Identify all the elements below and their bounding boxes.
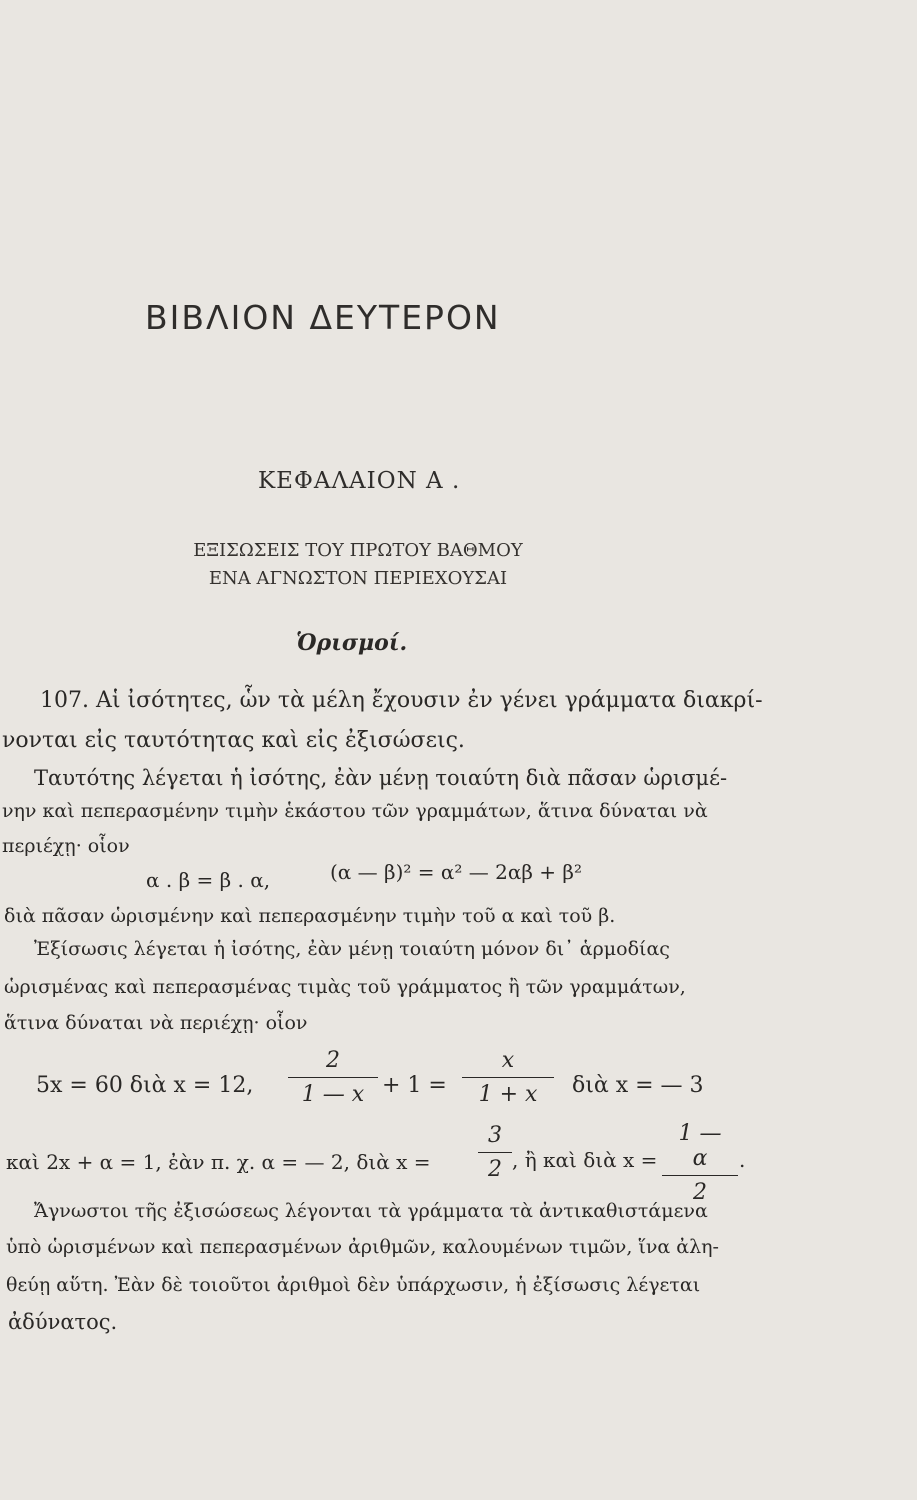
paragraph-2-line-1: Ταυτότης λέγεται ἡ ἰσότης, ἐὰν μένῃ τοιαύτη διὰ πᾶσαν ὡρισμέ- <box>34 766 728 790</box>
chapter-heading: ΚΕΦΑΛΑΙΟΝ Α . <box>258 468 461 494</box>
example-equation-2-middle: + 1 = <box>382 1073 447 1098</box>
example-equation-3a: καὶ 2x + α = 1, ἐὰν π. χ. α = — 2, διὰ x = <box>6 1150 431 1174</box>
fraction-one-minus-alpha-numerator: 1 — α <box>662 1121 738 1176</box>
paragraph-5-line-1: Ἄγνωστοι τῆς ἐξισώσεως λέγονται τὰ γράμματα τὰ ἀντικαθιστάμενα <box>34 1200 708 1222</box>
example-equation-3b: , ἢ καὶ διὰ x = <box>512 1148 658 1172</box>
paragraph-3-line-1: διὰ πᾶσαν ὡρισμένην καὶ πεπερασμένην τιμὴν τοῦ α καὶ τοῦ β. <box>4 905 616 927</box>
fraction-three-halves-numerator: 3 <box>478 1123 512 1153</box>
fraction-left <box>288 1048 378 1107</box>
fraction-right <box>462 1048 554 1107</box>
paragraph-2-line-2: νην καὶ πεπερασμένην τιμὴν ἑκάστου τῶν γραμμάτων, ἅτινα δύναται νὰ <box>2 800 708 822</box>
paragraph-1-line-2: νονται εἰς ταυτότητας καὶ εἰς ἐξισώσεις. <box>2 728 465 753</box>
section-heading: Ὁρισμοί. <box>296 630 408 656</box>
fraction-one-minus-alpha <box>662 1121 738 1205</box>
example-equation-3-end: . <box>739 1148 746 1172</box>
fraction-right-numerator: x <box>462 1048 554 1078</box>
paragraph-5-line-4: ἀδύνατος. <box>8 1310 118 1334</box>
paragraph-4-line-3: ἅτινα δύναται νὰ περιέχῃ· οἷον <box>4 1012 308 1034</box>
paragraph-5-line-3: θεύῃ αὕτη. Ἐὰν δὲ τοιοῦτοι ἀριθμοὶ δὲν ὑπάρχωσιν, ἡ ἐξίσωσις λέγεται <box>6 1274 701 1296</box>
subtitle-line-2: ΕΝΑ ΑΓΝΩΣΤΟΝ ΠΕΡΙΕΧΟΥΣΑΙ <box>208 568 508 589</box>
paragraph-4-line-2: ὡρισμένας καὶ πεπερασμένας τιμὰς τοῦ γράμματος ἢ τῶν γραμμάτων, <box>4 976 686 998</box>
fraction-left-numerator: 2 <box>288 1048 378 1078</box>
paragraph-5-line-2: ὑπὸ ὡρισμένων καὶ πεπερασμένων ἀριθμῶν, καλουμένων τιμῶν, ἵνα ἀλη- <box>6 1236 719 1258</box>
example-equation-2-tail: διὰ x = — 3 <box>572 1073 704 1098</box>
paragraph-1-line-1: 107. Αἱ ἰσότητες, ὧν τὰ μέλη ἔχουσιν ἐν γένει γράμματα διακρί- <box>40 688 763 713</box>
paragraph-4-line-1: Ἐξίσωσις λέγεται ἡ ἰσότης, ἐὰν μένῃ τοιαύτη μόνον δι᾽ ἁρμοδίας <box>34 938 670 960</box>
subtitle-line-1: ΕΞΙΣΩΣΕΙΣ ΤΟΥ ΠΡΩΤΟΥ ΒΑΘΜΟΥ <box>193 540 523 561</box>
book-title: ΒΙΒΛΙΟΝ ΔΕΥΤΕΡΟΝ <box>145 298 501 337</box>
fraction-three-halves-denominator: 2 <box>488 1157 502 1182</box>
identity-equation-2: (α — β)² = α² — 2αβ + β² <box>330 860 582 884</box>
chapter-subtitle <box>148 537 568 593</box>
example-equation-1: 5x = 60 διὰ x = 12, <box>36 1073 254 1098</box>
identity-equation-1: α . β = β . α, <box>146 868 271 892</box>
paragraph-2-line-3: περιέχῃ· οἷον <box>2 835 130 857</box>
fraction-three-halves <box>478 1123 512 1182</box>
fraction-left-denominator: 1 — x <box>301 1082 365 1107</box>
fraction-one-minus-alpha-denominator: 2 <box>693 1180 707 1205</box>
fraction-right-denominator: 1 + x <box>478 1082 538 1107</box>
